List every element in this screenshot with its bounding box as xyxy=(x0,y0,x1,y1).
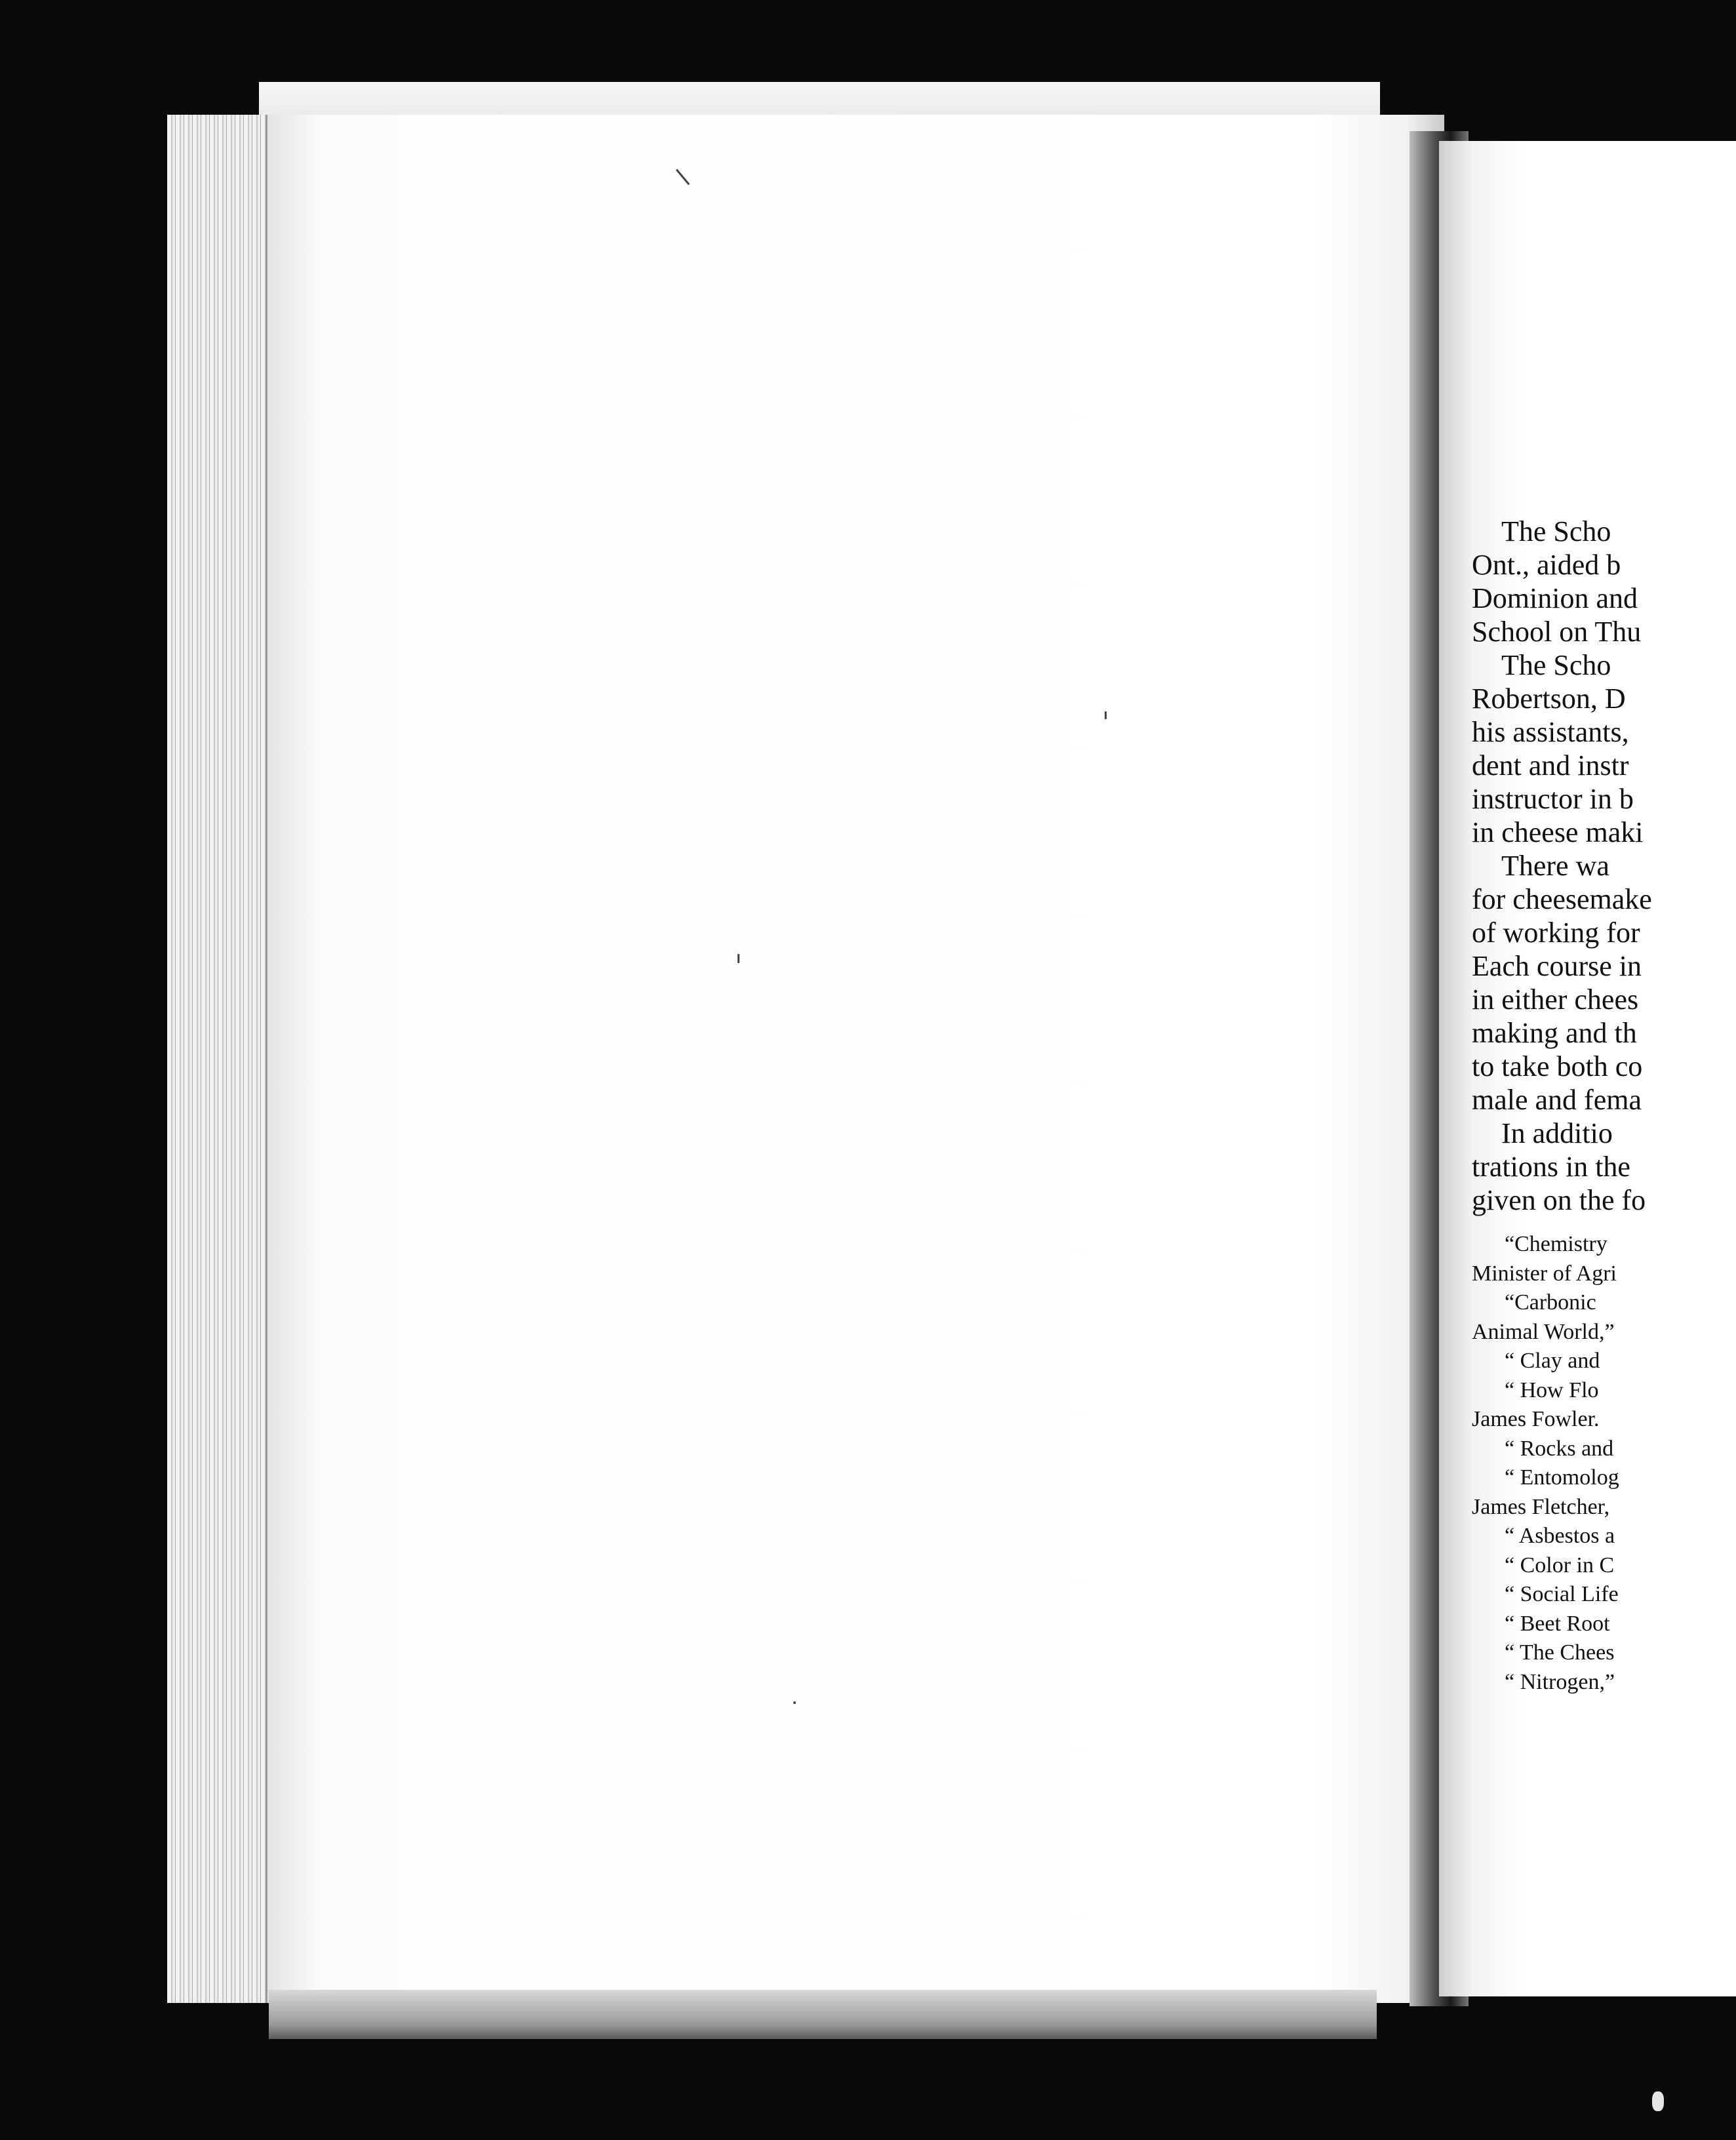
paragraph-line: making and th xyxy=(1472,1017,1637,1049)
paragraph-line: trations in the xyxy=(1472,1151,1630,1183)
lecture-list-line: “Chemistry xyxy=(1505,1232,1608,1256)
lecture-list-line: Minister of Agri xyxy=(1472,1261,1617,1286)
paragraph-line: Robertson, D xyxy=(1472,683,1626,715)
paragraph-line: Each course in xyxy=(1472,950,1642,982)
lecture-list-line: “ Color in C xyxy=(1505,1553,1615,1577)
lecture-list-line: James Fowler. xyxy=(1472,1407,1600,1431)
paragraph-line: The Scho xyxy=(1501,515,1611,547)
lecture-list-line: “ Clay and xyxy=(1505,1349,1600,1373)
page-edges-stack xyxy=(167,115,269,2003)
paragraph-line: instructor in b xyxy=(1472,783,1634,815)
paragraph-line: in cheese maki xyxy=(1472,816,1644,848)
lecture-list-line: “Carbonic xyxy=(1505,1290,1596,1315)
dust-speck xyxy=(738,954,740,963)
paragraph-line: The Scho xyxy=(1501,649,1611,681)
blank-left-page xyxy=(266,115,1444,2003)
lecture-list-line: “ Beet Root xyxy=(1505,1611,1610,1636)
paragraph-line: for cheesemake xyxy=(1472,883,1652,915)
paragraph-line: In additio xyxy=(1501,1117,1613,1149)
lecture-list-line: “ Entomolog xyxy=(1505,1465,1619,1490)
paragraph-line: male and fema xyxy=(1472,1084,1642,1116)
paragraph-line: in either chees xyxy=(1472,983,1639,1016)
paragraph-line: dent and instr xyxy=(1472,749,1629,782)
paragraph-line: Dominion and xyxy=(1472,582,1638,614)
book-bottom-edge xyxy=(269,1990,1377,2039)
section-gap xyxy=(1472,1217,1736,1230)
lecture-list-line: “ Social Life xyxy=(1505,1582,1619,1606)
paragraph-line: to take both co xyxy=(1472,1050,1643,1082)
dust-speck xyxy=(793,1701,796,1704)
paragraph-line: There wa xyxy=(1501,850,1609,882)
paragraph-line: of working for xyxy=(1472,917,1640,949)
lecture-list-line: “ The Chees xyxy=(1505,1640,1615,1665)
right-page-text xyxy=(1472,515,1736,1697)
lecture-list-line: “ Rocks and xyxy=(1505,1436,1614,1461)
dust-speck xyxy=(1652,2091,1664,2111)
lecture-list-line: James Fletcher, xyxy=(1472,1494,1610,1519)
paragraph-line: School on Thu xyxy=(1472,616,1642,648)
paragraph-line: Ont., aided b xyxy=(1472,549,1621,581)
lecture-list-line: “ Nitrogen,” xyxy=(1505,1669,1615,1694)
lecture-list-line: “ Asbestos a xyxy=(1505,1524,1615,1548)
lecture-list-line: “ How Flo xyxy=(1505,1377,1599,1402)
lecture-list-line: Animal World,” xyxy=(1472,1319,1615,1344)
paragraph-line: given on the fo xyxy=(1472,1184,1646,1216)
dust-speck xyxy=(1105,711,1107,719)
paragraph-line: his assistants, xyxy=(1472,716,1629,748)
